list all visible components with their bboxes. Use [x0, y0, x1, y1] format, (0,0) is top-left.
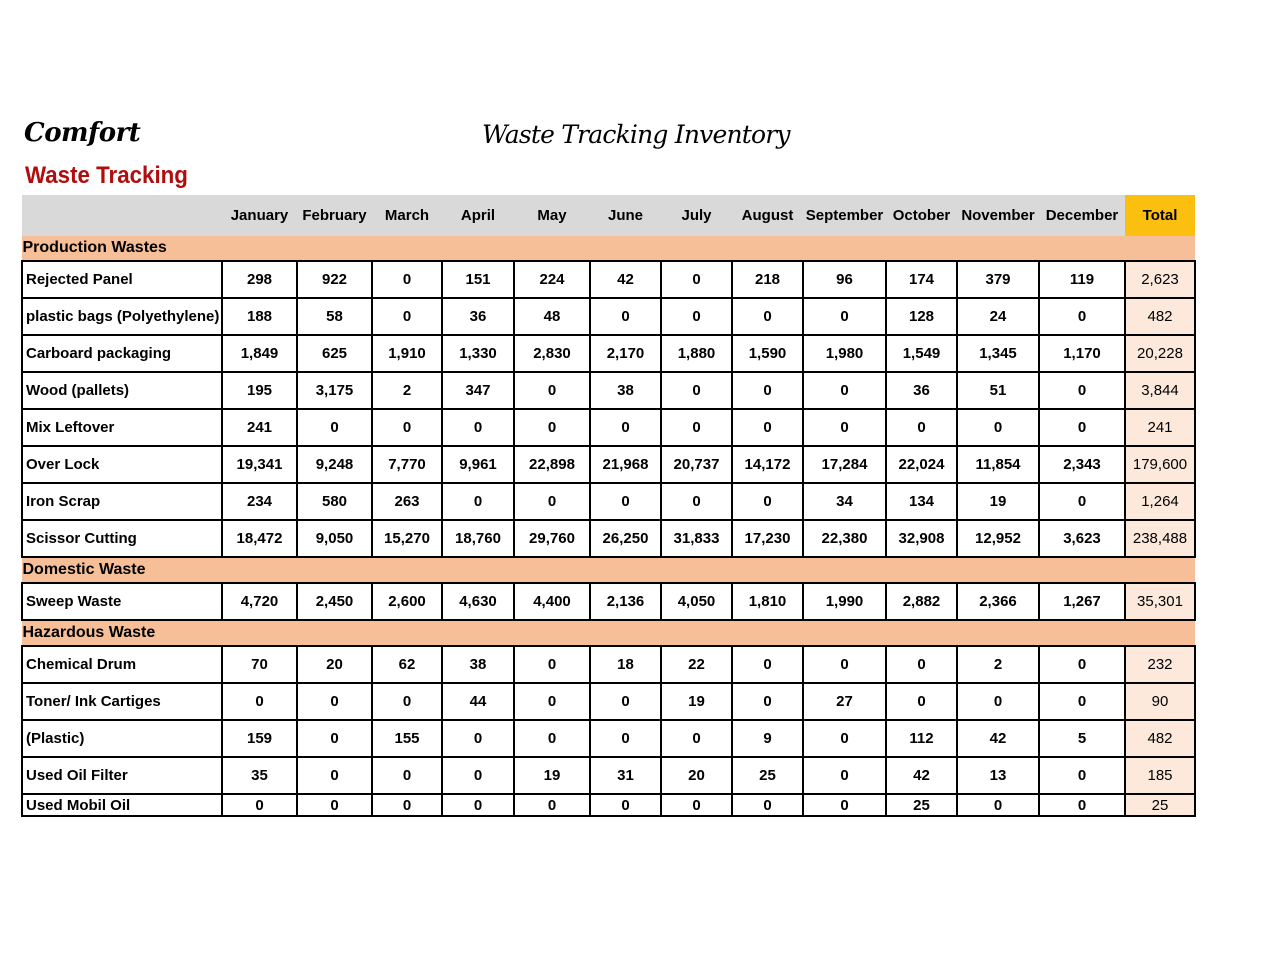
table-cell: 1,880	[661, 335, 732, 372]
table-cell: 2,366	[957, 583, 1039, 620]
table-cell: 580	[297, 483, 372, 520]
table-cell: 18,472	[222, 520, 297, 557]
row-total: 2,623	[1125, 261, 1195, 298]
table-cell: 0	[803, 298, 886, 335]
table-cell: 19	[514, 757, 590, 794]
table-cell: 2,600	[372, 583, 442, 620]
row-label: Mix Leftover	[22, 409, 222, 446]
table-cell: 42	[590, 261, 661, 298]
row-total: 482	[1125, 720, 1195, 757]
table-cell: 15,270	[372, 520, 442, 557]
table-cell: 159	[222, 720, 297, 757]
row-label: Used Oil Filter	[22, 757, 222, 794]
table-cell: 0	[372, 794, 442, 816]
table-cell: 3,623	[1039, 520, 1125, 557]
table-cell: 3,175	[297, 372, 372, 409]
row-label: Over Lock	[22, 446, 222, 483]
table-cell: 1,330	[442, 335, 514, 372]
table-cell: 1,990	[803, 583, 886, 620]
table-cell: 119	[1039, 261, 1125, 298]
table-cell: 36	[886, 372, 957, 409]
table-cell: 0	[297, 794, 372, 816]
table-cell: 0	[442, 757, 514, 794]
table-cell: 0	[372, 409, 442, 446]
table-cell: 25	[732, 757, 803, 794]
table-cell: 0	[222, 794, 297, 816]
table-cell: 35	[222, 757, 297, 794]
table-cell: 0	[886, 646, 957, 683]
table-cell: 0	[1039, 683, 1125, 720]
table-cell: 2	[957, 646, 1039, 683]
table-row	[22, 446, 1195, 483]
table-cell: 19	[661, 683, 732, 720]
table-cell: 224	[514, 261, 590, 298]
table-cell: 379	[957, 261, 1039, 298]
table-cell: 1,345	[957, 335, 1039, 372]
table-cell: 0	[803, 794, 886, 816]
section-row	[22, 620, 1195, 646]
table-cell: 0	[442, 794, 514, 816]
table-cell: 22,898	[514, 446, 590, 483]
table-cell: 42	[886, 757, 957, 794]
col-header-july: July	[661, 195, 732, 236]
row-label: plastic bags (Polyethylene)	[22, 298, 222, 335]
table-cell: 0	[590, 483, 661, 520]
table-cell: 0	[732, 646, 803, 683]
table-row	[22, 646, 1195, 683]
table-cell: 1,170	[1039, 335, 1125, 372]
table-cell: 1,810	[732, 583, 803, 620]
table-cell: 17,230	[732, 520, 803, 557]
table-cell: 11,854	[957, 446, 1039, 483]
row-total: 90	[1125, 683, 1195, 720]
table-cell: 0	[957, 409, 1039, 446]
table-row	[22, 372, 1195, 409]
table-cell: 22,380	[803, 520, 886, 557]
row-label: Used Mobil Oil	[22, 794, 222, 816]
table-cell: 4,400	[514, 583, 590, 620]
table-cell: 1,590	[732, 335, 803, 372]
table-cell: 13	[957, 757, 1039, 794]
table-cell: 0	[661, 372, 732, 409]
section-title: Domestic Waste	[22, 557, 1195, 583]
table-cell: 625	[297, 335, 372, 372]
table-row	[22, 409, 1195, 446]
table-cell: 2,136	[590, 583, 661, 620]
table-cell: 4,720	[222, 583, 297, 620]
table-cell: 0	[372, 757, 442, 794]
col-header-january: January	[222, 195, 297, 236]
table-cell: 0	[590, 720, 661, 757]
table-cell: 0	[957, 683, 1039, 720]
col-header-september: September	[803, 195, 886, 236]
col-header-may: May	[514, 195, 590, 236]
row-total: 238,488	[1125, 520, 1195, 557]
table-cell: 7,770	[372, 446, 442, 483]
table-cell: 188	[222, 298, 297, 335]
col-header-november: November	[957, 195, 1039, 236]
table-cell: 241	[222, 409, 297, 446]
table-cell: 21,968	[590, 446, 661, 483]
table-row	[22, 483, 1195, 520]
table-cell: 0	[514, 683, 590, 720]
col-header-august: August	[732, 195, 803, 236]
table-cell: 0	[661, 720, 732, 757]
col-header-december: December	[1039, 195, 1125, 236]
col-header-total: Total	[1125, 195, 1195, 236]
table-cell: 0	[661, 409, 732, 446]
table-row	[22, 720, 1195, 757]
table-cell: 4,050	[661, 583, 732, 620]
table-cell: 0	[297, 757, 372, 794]
row-total: 35,301	[1125, 583, 1195, 620]
table-cell: 0	[732, 372, 803, 409]
table-cell: 0	[803, 646, 886, 683]
table-cell: 32,908	[886, 520, 957, 557]
table-cell: 2	[372, 372, 442, 409]
table-cell: 12,952	[957, 520, 1039, 557]
table-cell: 0	[1039, 757, 1125, 794]
table-cell: 38	[442, 646, 514, 683]
section-title: Hazardous Waste	[22, 620, 1195, 646]
table-cell: 1,267	[1039, 583, 1125, 620]
row-label: (Plastic)	[22, 720, 222, 757]
table-row	[22, 794, 1195, 816]
table-cell: 70	[222, 646, 297, 683]
table-cell: 0	[222, 683, 297, 720]
table-cell: 0	[886, 683, 957, 720]
table-cell: 29,760	[514, 520, 590, 557]
header-row	[22, 195, 1195, 236]
table-cell: 14,172	[732, 446, 803, 483]
table-cell: 155	[372, 720, 442, 757]
table-cell: 0	[661, 794, 732, 816]
waste-table	[21, 195, 1196, 817]
table-cell: 34	[803, 483, 886, 520]
table-cell: 0	[661, 298, 732, 335]
table-cell: 151	[442, 261, 514, 298]
table-cell: 0	[297, 683, 372, 720]
row-label: Wood (pallets)	[22, 372, 222, 409]
table-cell: 0	[297, 409, 372, 446]
row-label: Sweep Waste	[22, 583, 222, 620]
table-cell: 0	[1039, 794, 1125, 816]
table-cell: 0	[590, 409, 661, 446]
row-total: 185	[1125, 757, 1195, 794]
table-cell: 0	[957, 794, 1039, 816]
table-cell: 0	[1039, 409, 1125, 446]
table-cell: 0	[661, 261, 732, 298]
section-title: Production Wastes	[22, 236, 1195, 261]
table-cell: 22	[661, 646, 732, 683]
table-cell: 0	[372, 261, 442, 298]
table-row	[22, 261, 1195, 298]
table-cell: 0	[590, 683, 661, 720]
section-row	[22, 236, 1195, 261]
table-cell: 17,284	[803, 446, 886, 483]
table-cell: 2,170	[590, 335, 661, 372]
table-cell: 0	[732, 298, 803, 335]
table-cell: 19	[957, 483, 1039, 520]
table-cell: 0	[803, 757, 886, 794]
row-label: Chemical Drum	[22, 646, 222, 683]
col-header-april: April	[442, 195, 514, 236]
table-cell: 18,760	[442, 520, 514, 557]
table-cell: 0	[1039, 646, 1125, 683]
table-cell: 0	[1039, 372, 1125, 409]
col-header-june: June	[590, 195, 661, 236]
table-cell: 0	[514, 409, 590, 446]
row-label: Scissor Cutting	[22, 520, 222, 557]
table-cell: 0	[372, 298, 442, 335]
table-cell: 1,549	[886, 335, 957, 372]
table-cell: 347	[442, 372, 514, 409]
row-total: 3,844	[1125, 372, 1195, 409]
table-cell: 4,630	[442, 583, 514, 620]
table-cell: 26,250	[590, 520, 661, 557]
col-header-item	[22, 195, 222, 236]
table-cell: 38	[590, 372, 661, 409]
table-cell: 2,450	[297, 583, 372, 620]
table-row	[22, 520, 1195, 557]
page-title: Waste Tracking Inventory	[482, 120, 790, 149]
row-label: Rejected Panel	[22, 261, 222, 298]
table-cell: 263	[372, 483, 442, 520]
table-cell: 0	[442, 483, 514, 520]
table-cell: 62	[372, 646, 442, 683]
row-total: 20,228	[1125, 335, 1195, 372]
table-cell: 0	[590, 794, 661, 816]
row-total: 25	[1125, 794, 1195, 816]
table-cell: 234	[222, 483, 297, 520]
table-cell: 0	[1039, 483, 1125, 520]
table-cell: 0	[886, 409, 957, 446]
row-label: Carboard packaging	[22, 335, 222, 372]
table-cell: 0	[661, 483, 732, 520]
table-row	[22, 298, 1195, 335]
table-row	[22, 583, 1195, 620]
table-cell: 0	[514, 794, 590, 816]
table-cell: 0	[372, 683, 442, 720]
table-cell: 2,343	[1039, 446, 1125, 483]
table-cell: 195	[222, 372, 297, 409]
table-cell: 24	[957, 298, 1039, 335]
table-cell: 5	[1039, 720, 1125, 757]
row-total: 1,264	[1125, 483, 1195, 520]
table-cell: 2,882	[886, 583, 957, 620]
table-cell: 128	[886, 298, 957, 335]
table-cell: 0	[732, 409, 803, 446]
table-cell: 31	[590, 757, 661, 794]
table-cell: 0	[514, 372, 590, 409]
table-cell: 48	[514, 298, 590, 335]
table-cell: 42	[957, 720, 1039, 757]
col-header-march: March	[372, 195, 442, 236]
table-cell: 174	[886, 261, 957, 298]
page-subtitle: Waste Tracking	[25, 162, 188, 189]
table-cell: 96	[803, 261, 886, 298]
table-cell: 44	[442, 683, 514, 720]
table-cell: 19,341	[222, 446, 297, 483]
table-cell: 0	[442, 409, 514, 446]
table-cell: 20,737	[661, 446, 732, 483]
table-cell: 298	[222, 261, 297, 298]
table-cell: 58	[297, 298, 372, 335]
table-cell: 112	[886, 720, 957, 757]
table-cell: 18	[590, 646, 661, 683]
table-cell: 20	[297, 646, 372, 683]
table-cell: 0	[297, 720, 372, 757]
table-cell: 20	[661, 757, 732, 794]
table-cell: 0	[590, 298, 661, 335]
table-cell: 0	[803, 720, 886, 757]
col-header-february: February	[297, 195, 372, 236]
row-total: 241	[1125, 409, 1195, 446]
table-cell: 9,050	[297, 520, 372, 557]
table-cell: 0	[514, 646, 590, 683]
table-row	[22, 683, 1195, 720]
table-cell: 1,849	[222, 335, 297, 372]
table-cell: 31,833	[661, 520, 732, 557]
table-cell: 22,024	[886, 446, 957, 483]
row-total: 232	[1125, 646, 1195, 683]
table-cell: 1,910	[372, 335, 442, 372]
table-cell: 9,961	[442, 446, 514, 483]
table-cell: 51	[957, 372, 1039, 409]
table-cell: 0	[732, 683, 803, 720]
table-cell: 0	[732, 794, 803, 816]
table-cell: 0	[514, 483, 590, 520]
table-cell: 0	[803, 372, 886, 409]
row-total: 179,600	[1125, 446, 1195, 483]
table-cell: 25	[886, 794, 957, 816]
table-cell: 218	[732, 261, 803, 298]
table-cell: 0	[1039, 298, 1125, 335]
table-cell: 0	[442, 720, 514, 757]
table-cell: 36	[442, 298, 514, 335]
row-label: Toner/ Ink Cartiges	[22, 683, 222, 720]
table-cell: 27	[803, 683, 886, 720]
table-cell: 2,830	[514, 335, 590, 372]
col-header-october: October	[886, 195, 957, 236]
table-row	[22, 335, 1195, 372]
table-cell: 0	[514, 720, 590, 757]
row-total: 482	[1125, 298, 1195, 335]
table-cell: 0	[732, 483, 803, 520]
table-cell: 9,248	[297, 446, 372, 483]
table-cell: 1,980	[803, 335, 886, 372]
table-cell: 0	[803, 409, 886, 446]
table-cell: 134	[886, 483, 957, 520]
table-row	[22, 757, 1195, 794]
row-label: Iron Scrap	[22, 483, 222, 520]
table-cell: 922	[297, 261, 372, 298]
table-cell: 9	[732, 720, 803, 757]
section-row	[22, 557, 1195, 583]
company-name: Comfort	[24, 118, 141, 148]
